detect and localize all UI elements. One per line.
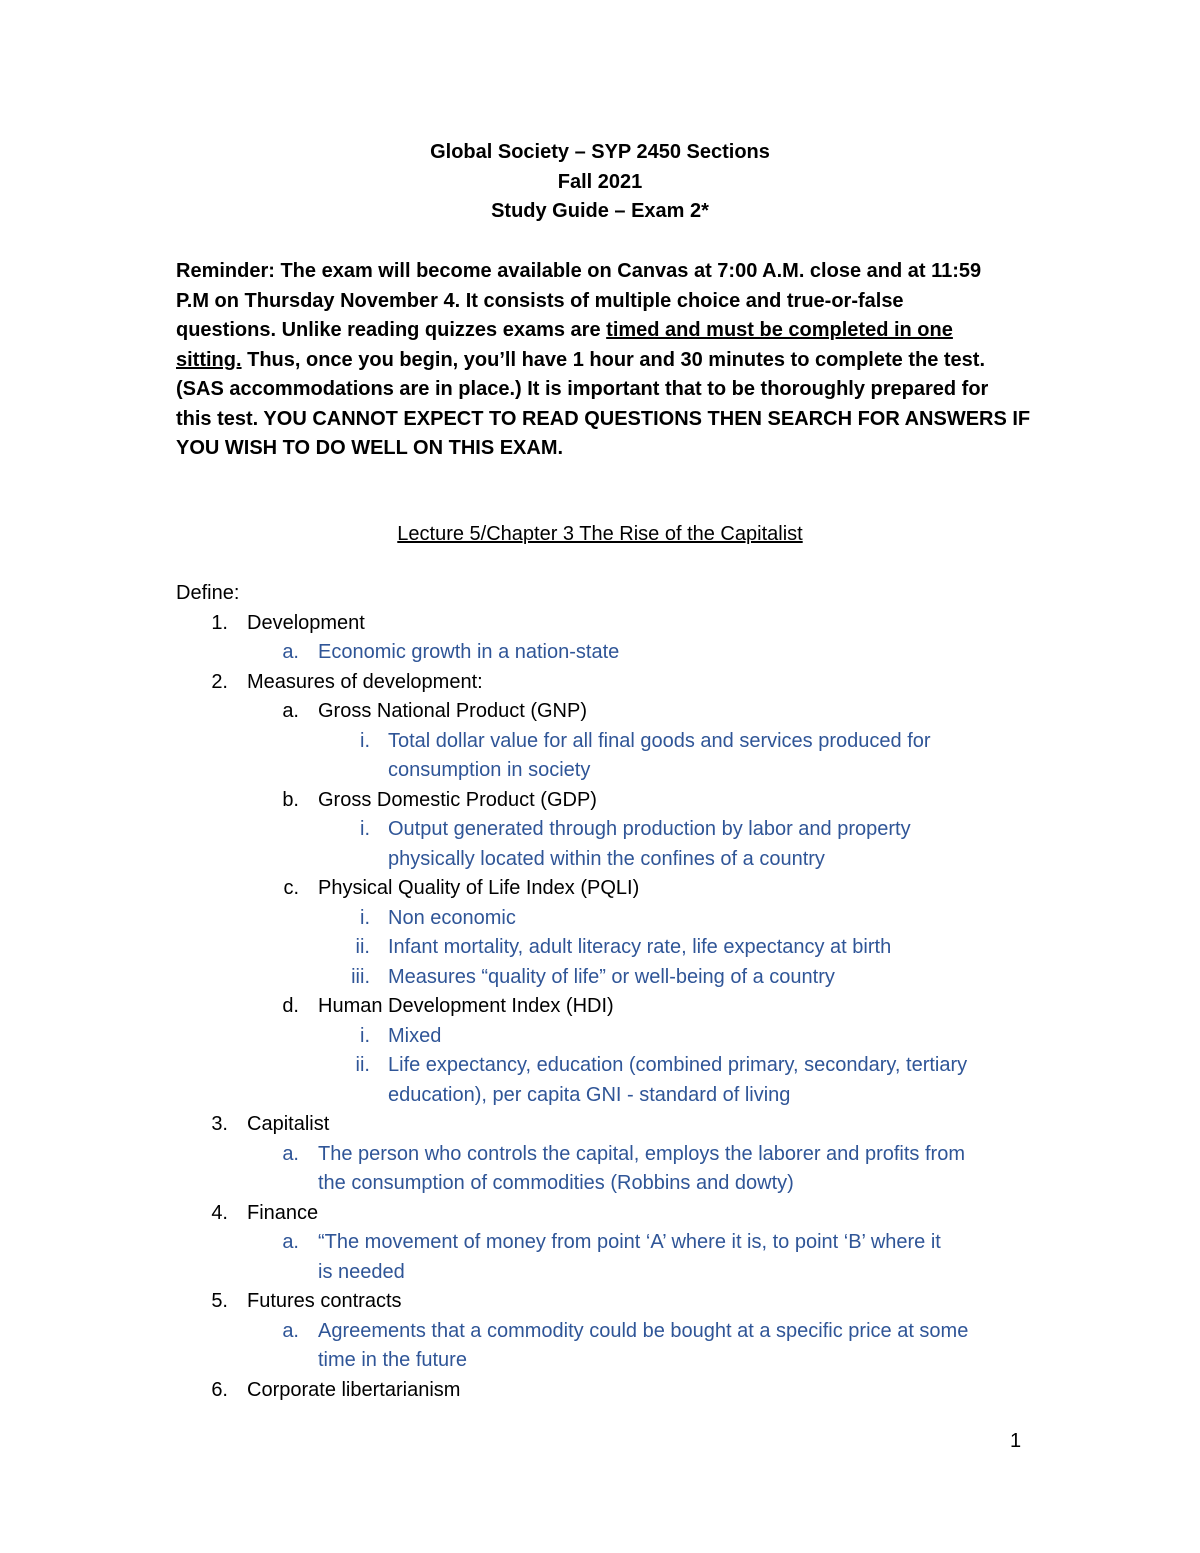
outline-item xyxy=(176,1022,1056,1052)
outline-item-marker: a. xyxy=(282,1319,299,1342)
outline-item-text: Capitalist xyxy=(247,1113,330,1135)
outline-item-text: education), per capita GNI - standard of living xyxy=(388,1083,791,1106)
outline-item-marker: i. xyxy=(360,729,370,752)
outline-item xyxy=(176,1317,1056,1347)
reminder-line xyxy=(176,346,1036,376)
reminder-line xyxy=(176,316,1036,346)
outline-item-text: Non economic xyxy=(388,906,516,929)
outline-item xyxy=(176,1051,1056,1081)
term: Fall 2021 xyxy=(557,170,643,193)
outline-item-text: Human Development Index (HDI) xyxy=(318,995,614,1017)
outline-item xyxy=(176,1199,1056,1229)
outline-item-text: Development xyxy=(247,611,365,634)
outline-item xyxy=(176,1140,1056,1170)
outline-item xyxy=(176,815,1056,845)
lecture-heading: Lecture 5/Chapter 3 The Rise of the Capitalist xyxy=(397,523,803,545)
outline-item-marker: ii. xyxy=(355,1054,370,1076)
outline-item xyxy=(176,1169,1056,1199)
reminder-line: this test. YOU CANNOT EXPECT TO READ QUESTIONS THEN SEARCH FOR ANSWERS IF xyxy=(176,407,1031,430)
outline-item xyxy=(176,1228,1056,1258)
outline-item xyxy=(176,638,1056,668)
reminder-emphasis: sitting. xyxy=(176,348,242,371)
outline-item-text: Gross Domestic Product (GDP) xyxy=(318,788,597,811)
outline-item-marker: iii. xyxy=(351,965,370,988)
outline-item-text: Economic growth in a nation-state xyxy=(318,641,620,663)
outline-item-marker: 2. xyxy=(211,670,228,693)
course-title: Global Society – SYP 2450 Sections xyxy=(430,141,770,163)
outline-item-text: consumption in society xyxy=(388,759,591,781)
outline-item xyxy=(176,963,1056,993)
outline-item-text: Infant mortality, adult literacy rate, life expectancy at birth xyxy=(388,936,892,958)
document-header xyxy=(0,138,1200,227)
outline-item-text: Mixed xyxy=(388,1024,442,1047)
outline-item xyxy=(176,904,1056,934)
reminder-emphasis: timed and must be completed in one xyxy=(606,319,953,341)
outline-item xyxy=(176,786,1056,816)
outline-item-marker: 5. xyxy=(211,1290,228,1312)
outline-item xyxy=(176,668,1056,698)
outline-item-marker: i. xyxy=(360,906,370,929)
outline-item-text: Finance xyxy=(247,1201,319,1224)
outline-item-text: Measures of development: xyxy=(247,670,483,693)
outline-item-marker: i. xyxy=(360,1024,370,1047)
outline-item-text: physically located within the confines of a country xyxy=(388,847,825,870)
page-number: 1 xyxy=(1010,1430,1022,1452)
outline-item-text: Output generated through production by labor and property xyxy=(388,818,911,840)
outline-item-text: Life expectancy, education (combined primary, secondary, tertiary xyxy=(388,1054,968,1076)
outline-item xyxy=(176,579,1056,609)
outline-item-text: Corporate libertarianism xyxy=(247,1378,461,1401)
outline-item xyxy=(176,697,1056,727)
reminder-line: Reminder: The exam will become available on Canvas at 7:00 A.M. close and at 11:59 xyxy=(176,260,982,282)
outline-item-marker: a. xyxy=(282,641,299,663)
outline-item xyxy=(176,1081,1056,1111)
outline-item-text: Define: xyxy=(176,582,240,604)
outline-item xyxy=(176,933,1056,963)
reminder-line: P.M on Thursday November 4. It consists of multiple choice and true-or-false xyxy=(176,289,904,312)
outline-item-text: time in the future xyxy=(318,1349,467,1371)
outline-item-text: Futures contracts xyxy=(247,1290,402,1312)
reminder-line: (SAS accommodations are in place.) It is important that to be thoroughly prepared for xyxy=(176,378,989,400)
outline-item-text: the consumption of commodities (Robbins and dowty) xyxy=(318,1172,794,1194)
outline-item-text: Gross National Product (GNP) xyxy=(318,700,587,722)
outline-item-marker: 4. xyxy=(211,1201,228,1224)
outline-item xyxy=(176,756,1056,786)
outline-item-marker: i. xyxy=(360,818,370,840)
outline-item xyxy=(176,874,1056,904)
outline-item-text: Measures “quality of life” or well-being of a country xyxy=(388,965,835,988)
outline-item-marker: c. xyxy=(283,877,299,899)
outline-item xyxy=(176,1258,1056,1288)
outline-item-marker: 1. xyxy=(211,611,228,634)
outline-item-text: Agreements that a commodity could be bought at a specific price at some xyxy=(318,1319,969,1342)
definitions-outline xyxy=(176,579,1056,1405)
outline-item-marker: a. xyxy=(282,1231,299,1253)
outline-item-text: The person who controls the capital, employs the laborer and profits from xyxy=(318,1142,965,1165)
outline-item-marker: 6. xyxy=(211,1378,228,1401)
outline-item xyxy=(176,1287,1056,1317)
outline-item-text: Physical Quality of Life Index (PQLI) xyxy=(318,877,640,899)
reminder-line: YOU WISH TO DO WELL ON THIS EXAM. xyxy=(176,437,564,459)
outline-item xyxy=(176,727,1056,757)
exam-reminder xyxy=(176,257,1036,464)
outline-item xyxy=(176,609,1056,639)
outline-item-marker: b. xyxy=(282,788,299,811)
outline-item xyxy=(176,1110,1056,1140)
outline-item-text: is needed xyxy=(318,1260,405,1283)
outline-item-marker: a. xyxy=(282,1142,299,1165)
outline-item-text: “The movement of money from point ‘A’ where it is, to point ‘B’ where it xyxy=(318,1231,941,1253)
outline-item xyxy=(176,845,1056,875)
outline-item-marker: d. xyxy=(282,995,299,1017)
outline-item-marker: 3. xyxy=(211,1113,228,1135)
outline-item-text: Total dollar value for all final goods and services produced for xyxy=(388,729,931,752)
outline-item xyxy=(176,992,1056,1022)
outline-item xyxy=(176,1346,1056,1376)
outline-item-marker: ii. xyxy=(355,936,370,958)
guide-title: Study Guide – Exam 2* xyxy=(491,200,709,222)
reminder-text: Thus, once you begin, you’ll have 1 hour and 30 minutes to complete the test. xyxy=(241,348,986,371)
reminder-text: questions. Unlike reading quizzes exams are xyxy=(176,319,607,341)
outline-item-marker: a. xyxy=(282,700,299,722)
outline-item xyxy=(176,1376,1056,1406)
